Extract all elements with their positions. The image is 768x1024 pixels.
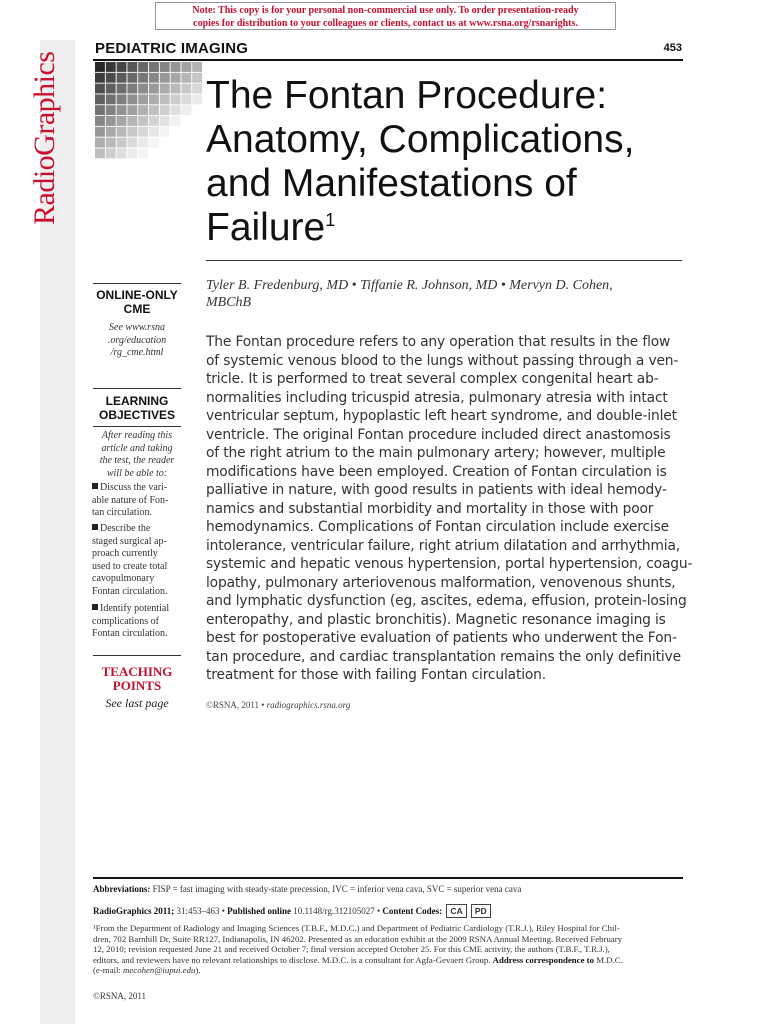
gradient-square	[117, 73, 127, 83]
gradient-square	[149, 127, 159, 137]
gradient-square	[138, 105, 148, 115]
gradient-square	[149, 116, 159, 126]
bullet-square-icon	[92, 524, 98, 530]
gradient-square	[149, 138, 159, 148]
gradient-square	[117, 148, 127, 158]
gradient-square	[171, 84, 181, 94]
abstract-line: intolerance, ventricular failure, right atrium dilatation and arrhythmia,	[206, 537, 680, 554]
gradient-square	[95, 127, 105, 137]
gradient-square	[160, 127, 170, 137]
gradient-square	[181, 73, 191, 83]
gradient-square	[95, 62, 105, 72]
gradient-square	[127, 105, 137, 115]
gradient-square	[127, 127, 137, 137]
affiliation-note: ¹From the Department of Radiology and Imaging Sciences (T.B.F., M.D.C.) and Department of Pediatric Cardiology (T.R.J.), Riley Hospital for Chil- dren, 702 Barnhill Dr, Suite RR127, Indianapolis, IN 46202. Presented as an education exhibit at the 2009 RSNA Annual Meeting. Received February 12, 2010; revision requested June 21 and received October 7; final version accepted October 25. For this CME activity, the authors (T.B.F., T.R.J.), editors, and reviewers have no relevant relationships to disclose. M.D.C. is a consultant for Agfa-Gevaert Group. Address correspondence to M.D.C. (e-mail: mecohen@iupui.edu).	[93, 923, 623, 975]
gradient-square	[117, 105, 127, 115]
section-label: PEDIATRIC IMAGING	[95, 40, 249, 57]
note-line-1: Note: This copy is for your personal non-commercial use only. To order presentation-ready	[192, 5, 579, 16]
abstract-copyright: ©RSNA, 2011 • radiographics.rsna.org	[206, 700, 351, 710]
abstract-line: ventricular septum, hypoplastic left heart syndrome, and double-inlet	[206, 408, 677, 424]
gradient-square	[106, 148, 116, 158]
gradient-square	[117, 138, 127, 148]
title-divider	[206, 260, 682, 261]
gradient-square	[171, 116, 181, 126]
title-line: and Manifestations of	[206, 162, 577, 205]
gradient-square	[127, 62, 137, 72]
gradient-square	[160, 94, 170, 104]
gradient-square	[138, 62, 148, 72]
gradient-square	[138, 94, 148, 104]
correspondence-email[interactable]: mecohen@iupui.edu	[123, 965, 196, 975]
gradient-square	[138, 127, 148, 137]
objective-item: Discuss the vari- able nature of Fon- tan circulation.	[92, 482, 169, 518]
gradient-square	[106, 127, 116, 137]
gradient-square	[117, 127, 127, 137]
gradient-square	[95, 84, 105, 94]
gradient-square	[95, 94, 105, 104]
brand-logo: RadioGraphics	[28, 51, 61, 225]
gradient-square	[181, 62, 191, 72]
gradient-square	[95, 138, 105, 148]
objective-item: Describe the staged surgical ap- proach currently used to create total cavopulmonary Fontan circulation.	[92, 523, 168, 597]
note-line-2: copies for distribution to your colleagues or clients, contact us at www.rsna.org/rsnarights.	[193, 18, 578, 29]
gradient-squares-decoration	[95, 62, 203, 160]
gradient-square	[149, 73, 159, 83]
gradient-square	[127, 94, 137, 104]
objectives-top-rule	[93, 388, 181, 389]
gradient-square	[95, 73, 105, 83]
gradient-square	[171, 62, 181, 72]
author-list: Tyler B. Fredenburg, MD • Tiffanie R. Johnson, MD • Mervyn D. Cohen, MBChB	[206, 278, 613, 310]
gradient-square	[127, 73, 137, 83]
content-code-badge: PD	[471, 904, 491, 918]
gradient-square	[106, 73, 116, 83]
gradient-square	[149, 94, 159, 104]
objective-item: Identify potential complications of Fontan circulation.	[92, 603, 170, 639]
abstract-line: of the right atrium to the main pulmonary artery; however, multiple	[206, 445, 666, 461]
teaching-points-heading: TEACHING POINTS	[101, 664, 173, 693]
gradient-square	[106, 116, 116, 126]
gradient-square	[171, 105, 181, 115]
gradient-square	[106, 105, 116, 115]
abstract-line: treatment for those with failing Fontan circulation.	[206, 667, 547, 683]
gradient-square	[138, 138, 148, 148]
abstract-line: hemodynamics. Complications of Fontan circulation include exercise	[206, 519, 669, 535]
gradient-square	[192, 84, 202, 94]
gradient-square	[171, 94, 181, 104]
abstract-line: normalities including tricuspid atresia, pulmonary atresia with intact	[206, 389, 668, 406]
gradient-square	[117, 94, 127, 104]
gradient-square	[160, 84, 170, 94]
header-divider	[93, 59, 683, 61]
teaching-points-link[interactable]: See last page	[105, 696, 169, 710]
abstract-line: lopathy, pulmonary arteriovenous malformation, venovenous shunts,	[206, 574, 676, 591]
teaching-top-rule	[93, 655, 181, 656]
bullet-square-icon	[92, 483, 98, 489]
gradient-square	[192, 94, 202, 104]
gradient-square	[181, 84, 191, 94]
content-code-badge: CA	[446, 904, 466, 918]
abbreviations: Abbreviations: FISP = fast imaging with steady-state precession, IVC = inferior vena cava, SVC = superior vena cava	[93, 884, 522, 894]
title-line: The Fontan Procedure:	[206, 74, 608, 117]
journal-url[interactable]: radiographics.rsna.org	[266, 700, 351, 710]
footer-divider	[93, 877, 683, 879]
footer-copyright: ©RSNA, 2011	[93, 991, 147, 1001]
gradient-square	[181, 94, 191, 104]
gradient-square	[106, 138, 116, 148]
gradient-square	[149, 84, 159, 94]
gradient-square	[181, 105, 191, 115]
abstract-line: tan procedure, and cardiac transplantation remains the only definitive	[206, 648, 681, 665]
gradient-square	[127, 148, 137, 158]
gradient-square	[95, 148, 105, 158]
objectives-heading-rule	[93, 426, 181, 427]
gradient-square	[138, 84, 148, 94]
abstract-line: tricle. It is performed to treat several complex congenital heart ab-	[206, 371, 659, 387]
objectives-heading: LEARNING OBJECTIVES	[98, 394, 176, 422]
gradient-square	[138, 73, 148, 83]
abstract-line: and lymphatic dysfunction (eg, ascites, edema, effusion, protein-losing	[206, 593, 687, 609]
abstract-line: systemic and hepatic venous hypertension, portal hypertension, coagu-	[206, 556, 693, 572]
cme-top-rule	[93, 283, 181, 284]
gradient-square	[117, 62, 127, 72]
gradient-square	[95, 116, 105, 126]
gradient-square	[160, 73, 170, 83]
gradient-square	[117, 84, 127, 94]
gradient-square	[160, 105, 170, 115]
gradient-square	[127, 116, 137, 126]
gradient-square	[106, 94, 116, 104]
gradient-square	[106, 62, 116, 72]
abstract-line: of systemic venous blood to the lungs without passing through a ven-	[206, 352, 679, 369]
gradient-square	[127, 84, 137, 94]
cme-link[interactable]: See www.rsna .org/education /rg_cme.html	[107, 322, 167, 358]
title-footnote-mark: 1	[325, 210, 336, 230]
gradient-square	[192, 62, 202, 72]
gradient-square	[160, 116, 170, 126]
gradient-square	[149, 105, 159, 115]
abstract-line: namics and substantial morbidity and mortality in those with poor	[206, 500, 654, 517]
abstract-line: modifications have been employed. Creation of Fontan circulation is	[206, 463, 667, 480]
gradient-square	[138, 116, 148, 126]
gradient-square	[192, 73, 202, 83]
title-line: Anatomy, Complications,	[206, 118, 635, 161]
gradient-square	[106, 84, 116, 94]
abstract-line: ventricle. The original Fontan procedure included direct anastomosis	[206, 426, 671, 443]
gradient-square	[95, 105, 105, 115]
bullet-square-icon	[92, 604, 98, 610]
abstract	[206, 333, 693, 685]
abstract-line: enteropathy, and plastic bronchitis). Magnetic resonance imaging is	[206, 611, 666, 628]
gradient-square	[149, 62, 159, 72]
page-number: 453	[663, 42, 682, 54]
gradient-square	[160, 62, 170, 72]
abstract-line: best for postoperative evaluation of patients who underwent the Fon-	[206, 630, 677, 646]
gradient-square	[138, 148, 148, 158]
article-title	[206, 74, 686, 250]
objectives-intro: After reading this article and taking the test, the reader will be able to:	[99, 430, 175, 479]
cme-heading: ONLINE-ONLY CME	[96, 288, 178, 316]
abstract-line: palliative in nature, with good results in patients with ideal hemody-	[206, 482, 667, 498]
abstract-line: The Fontan procedure refers to any operation that results in the flow	[206, 334, 671, 350]
gradient-square	[171, 73, 181, 83]
copyright-note	[155, 2, 616, 30]
gradient-square	[117, 116, 127, 126]
citation-line: RadioGraphics 2011; 31:453–463 • Published online 10.1148/rg.312105027 • Content Codes: CA PD	[93, 904, 683, 918]
gradient-square	[127, 138, 137, 148]
title-line: Failure$^1$	[206, 206, 336, 249]
